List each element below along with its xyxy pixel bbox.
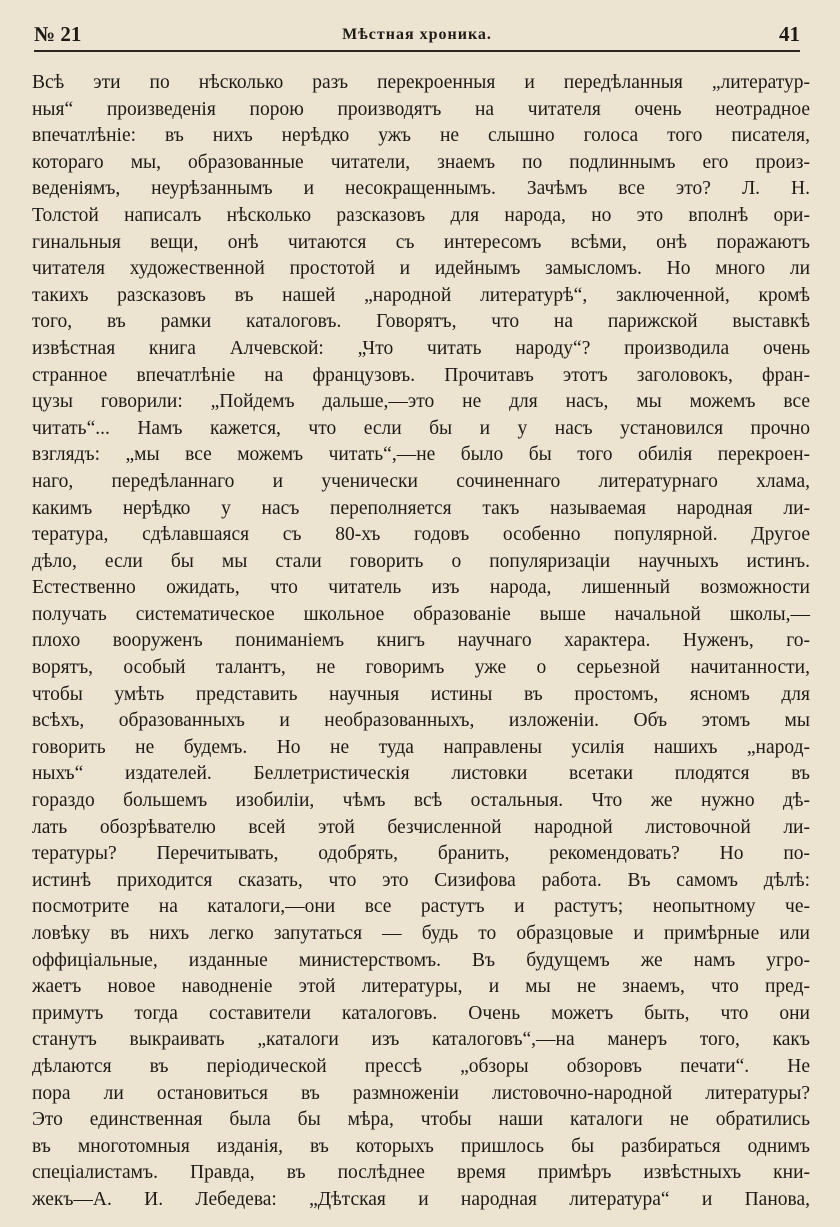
issue-number: № 21 bbox=[34, 22, 82, 46]
text-line: извѣстная книга Алчевской: „Что читать народу“? производила очень bbox=[32, 337, 810, 359]
text-line: читать“... Намъ кажется, что если бы и у насъ установился прочно bbox=[32, 417, 810, 439]
page-number: 41 bbox=[779, 22, 800, 46]
text-line: дѣло, если бы мы стали говорить о популяризаціи научныхъ истинъ. bbox=[32, 550, 810, 572]
text-line: оффиціальные, изданные министерствомъ. Въ будущемъ же намъ угро- bbox=[32, 949, 810, 971]
text-line: истинѣ приходится сказать, что это Сизифова работа. Въ самомъ дѣлѣ: bbox=[32, 869, 810, 891]
text-line: гораздо большемъ изобиліи, чѣмъ всѣ остальныя. Что же нужно дѣ- bbox=[32, 790, 810, 812]
section-title: Мѣстная хроника. bbox=[342, 26, 492, 43]
article-body bbox=[32, 70, 810, 1214]
text-line: ловѣку въ нихъ легко запутаться — будь то образцовые и примѣрные или bbox=[32, 923, 810, 944]
text-line: чтобы умѣть представить научныя истины въ простомъ, ясномъ для bbox=[32, 683, 810, 705]
text-line: наго, передѣланнаго и ученически сочиненнаго литературнаго хлама, bbox=[32, 470, 810, 492]
running-header bbox=[34, 20, 800, 52]
text-line: Естественно ожидать, что читатель изъ народа, лишенный возможности bbox=[32, 577, 810, 599]
text-line: лать обозрѣвателю всей этой безчисленной народной листовочной ли- bbox=[32, 816, 810, 838]
text-line: жекъ—А. И. Лебедева: „Дѣтская и народная литература“ и Панова, bbox=[32, 1188, 810, 1210]
text-line: тературы? Перечитывать, одобрять, бранить, рекомендовать? Но по- bbox=[32, 843, 810, 865]
text-line: гинальныя вещи, онѣ читаются съ интересомъ всѣми, онѣ поражаютъ bbox=[32, 231, 810, 253]
text-line: Всѣ эти по нѣсколько разъ перекроенныя и передѣланныя „литератур- bbox=[32, 72, 810, 93]
text-line: тература, сдѣлавшаяся съ 80-хъ годовъ особенно популярной. Другое bbox=[32, 524, 810, 546]
text-line: пора ли остановиться въ размноженіи листовочно-народной литературы? bbox=[32, 1082, 810, 1104]
text-line: читателя художественной простотой и идейнымъ замысломъ. Но много ли bbox=[32, 258, 810, 280]
text-line: впечатлѣніе: въ нихъ нерѣдко ужъ не слышно голоса того писателя, bbox=[32, 125, 810, 147]
text-line: Это единственная была бы мѣра, чтобы наши каталоги не обратились bbox=[32, 1109, 810, 1131]
text-line: примутъ тогда составители каталоговъ. Очень можетъ быть, что они bbox=[32, 1002, 810, 1024]
text-line: ворятъ, особый талантъ, не говоримъ уже о серьезной начитанности, bbox=[32, 657, 810, 679]
text-line: цузы говорили: „Пойдемъ дальше,—это не для насъ, мы можемъ все bbox=[32, 391, 810, 413]
text-line: плохо вооруженъ пониманіемъ книгъ научнаго характера. Нуженъ, го- bbox=[32, 630, 810, 652]
text-line: всѣхъ, образованныхъ и необразованныхъ, изложеніи. Объ этомъ мы bbox=[32, 710, 810, 732]
text-line: котораго мы, образованные читатели, знаемъ по подлиннымъ его произ- bbox=[32, 151, 810, 173]
text-line: въ многотомныя изданія, въ которыхъ пришлось бы разбираться однимъ bbox=[32, 1135, 810, 1157]
text-line: получать систематическое школьное образованіе выше начальной школы,— bbox=[32, 603, 810, 625]
text-line: станутъ выкраивать „каталоги изъ каталоговъ“,—на манеръ того, какъ bbox=[32, 1029, 810, 1051]
text-line: говорить не будемъ. Но не туда направлены усилія нашихъ „народ- bbox=[32, 736, 810, 758]
text-line: ныхъ“ издателей. Беллетристическія листовки всетаки плодятся въ bbox=[32, 763, 810, 785]
text-line: дѣлаются въ періодической прессѣ „обзоры обзоровъ печати“. Не bbox=[32, 1055, 810, 1077]
text-line: ныя“ произведенія порою производятъ на читателя очень неотрадное bbox=[32, 98, 810, 120]
text-line: посмотрите на каталоги,—они все растутъ и растутъ; неопытному че- bbox=[32, 896, 810, 918]
text-line: жаетъ новое наводненіе этой литературы, и мы не знаемъ, что пред- bbox=[32, 976, 810, 998]
text-line: какимъ нерѣдко у насъ переполняется такъ называемая народная ли- bbox=[32, 497, 810, 519]
text-line: Толстой написалъ нѣсколько разсказовъ для народа, но это вполнѣ ори- bbox=[32, 204, 810, 226]
text-line: взглядъ: „мы все можемъ читать“,—не было бы того обилія перекроен- bbox=[32, 444, 810, 466]
text-line: веденіямъ, неурѣзаннымъ и несокращеннымъ. Зачѣмъ все это? Л. Н. bbox=[32, 178, 810, 200]
text-line: странное впечатлѣніе на французовъ. Прочитавъ этотъ заголовокъ, фран- bbox=[32, 364, 810, 386]
text-line: такихъ разсказовъ въ нашей „народной литературѣ“, заключенной, кромѣ bbox=[32, 284, 810, 306]
text-line: того, въ рамки каталоговъ. Говорятъ, что на парижской выставкѣ bbox=[32, 311, 810, 333]
text-line: спеціалистамъ. Правда, въ послѣднее время примѣръ извѣстныхъ кни- bbox=[32, 1162, 810, 1184]
